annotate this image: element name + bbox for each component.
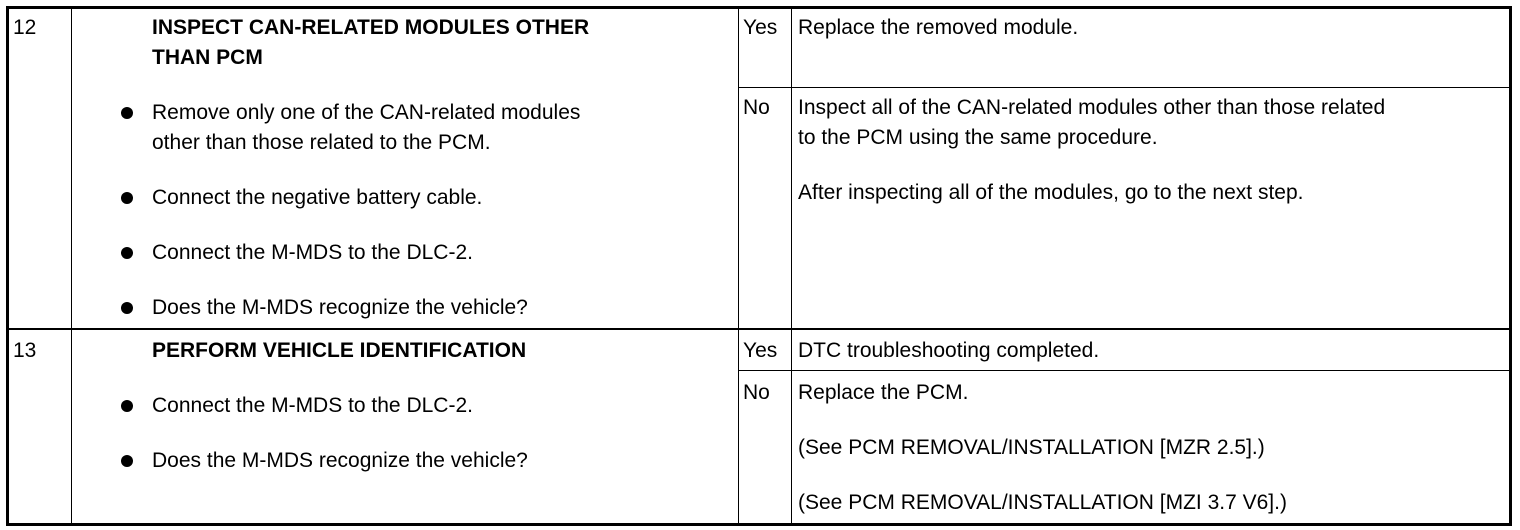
no-label: No <box>743 381 770 404</box>
divider-step-column <box>71 9 72 523</box>
bullet-icon <box>121 247 133 259</box>
step-title: THAN PCM <box>152 46 263 69</box>
no-result: (See PCM REMOVAL/INSTALLATION [MZI 3.7 V6].) <box>798 491 1287 514</box>
action-item: Connect the M-MDS to the DLC-2. <box>152 394 473 417</box>
no-result: Inspect all of the CAN-related modules other than those related <box>798 96 1386 119</box>
step-title: PERFORM VEHICLE IDENTIFICATION <box>152 339 527 362</box>
no-result: Replace the PCM. <box>798 381 969 404</box>
no-result: After inspecting all of the modules, go to the next step. <box>798 181 1304 204</box>
bullet-icon <box>121 455 133 467</box>
bullet-icon <box>121 107 133 119</box>
step-title: INSPECT CAN-RELATED MODULES OTHER <box>152 16 590 39</box>
action-item: Connect the negative battery cable. <box>152 186 483 209</box>
yes-result: Replace the removed module. <box>798 16 1079 39</box>
bullet-icon <box>121 400 133 412</box>
action-item: Does the M-MDS recognize the vehicle? <box>152 296 528 319</box>
action-item: other than those related to the PCM. <box>152 131 491 154</box>
step-number: 13 <box>13 339 37 362</box>
action-item: Does the M-MDS recognize the vehicle? <box>152 449 528 472</box>
action-item: Remove only one of the CAN-related modules <box>152 101 581 124</box>
bullet-icon <box>121 302 133 314</box>
divider-row-12-13 <box>9 328 1509 330</box>
divider-step13-yes-no <box>738 370 1509 371</box>
yes-result: DTC troubleshooting completed. <box>798 339 1100 362</box>
no-result: (See PCM REMOVAL/INSTALLATION [MZR 2.5].) <box>798 436 1265 459</box>
step-number: 12 <box>13 16 37 39</box>
bullet-icon <box>121 192 133 204</box>
no-result: to the PCM using the same procedure. <box>798 126 1158 149</box>
no-label: No <box>743 96 770 119</box>
divider-step12-yes-no <box>738 87 1509 88</box>
action-item: Connect the M-MDS to the DLC-2. <box>152 241 473 264</box>
troubleshooting-table <box>6 6 1512 526</box>
yes-label: Yes <box>743 16 778 39</box>
yes-label: Yes <box>743 339 778 362</box>
